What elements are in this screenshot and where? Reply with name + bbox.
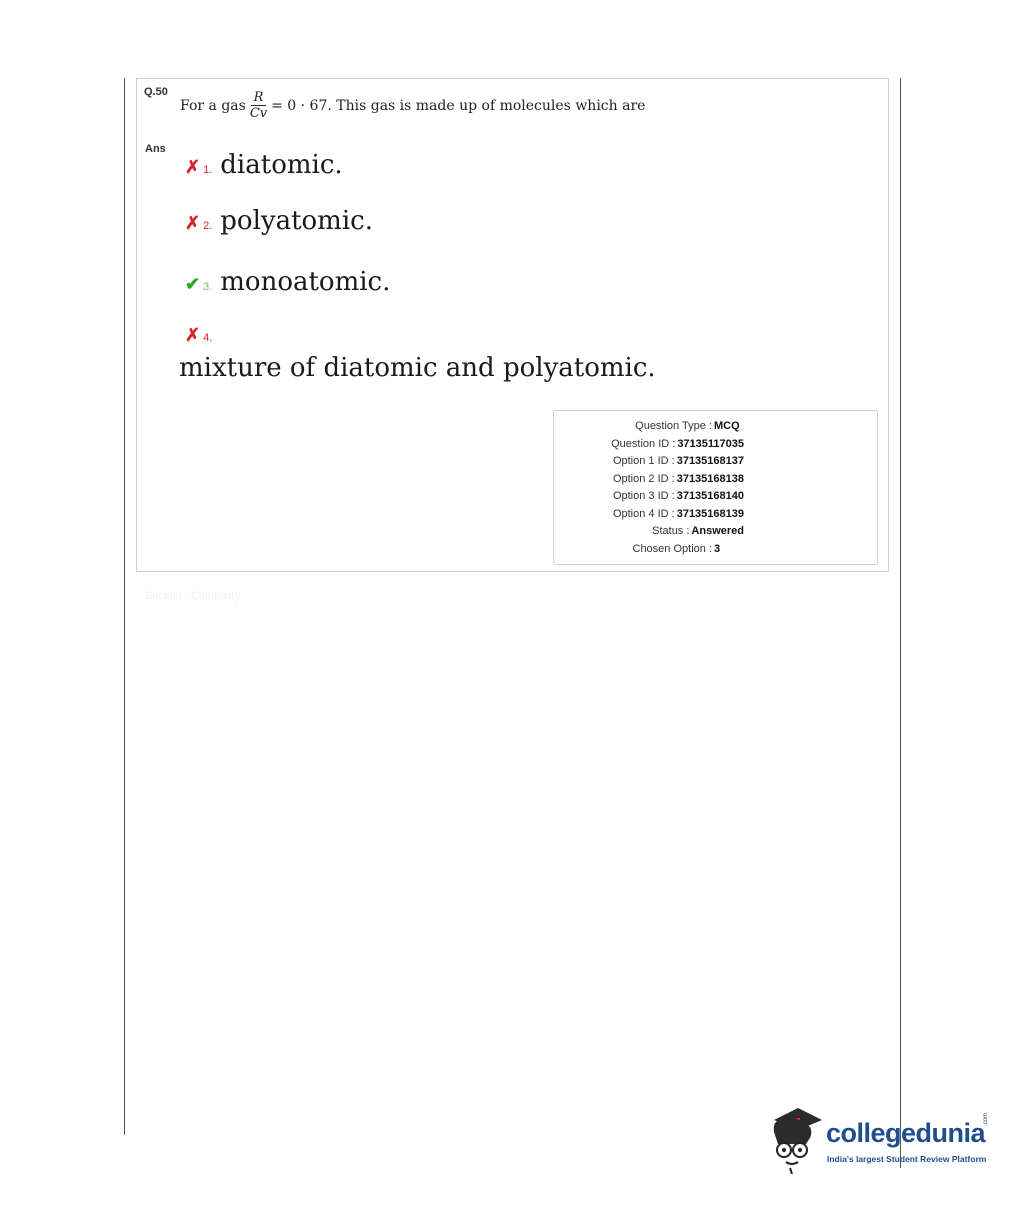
meta-label: Option 4 ID : [612, 508, 675, 520]
option-number: 4. [203, 332, 213, 344]
section-label: Section : Chemistry [145, 590, 241, 602]
option-3 [185, 267, 390, 297]
meta-label: Question ID : [611, 438, 676, 450]
meta-row-option-4-id [554, 508, 744, 520]
meta-row-option-3-id [554, 490, 744, 502]
meta-row-question-id [554, 438, 744, 450]
meta-value: 37135168138 [676, 473, 744, 485]
option-number: 3. [203, 281, 213, 293]
cross-icon: ✗ [185, 325, 201, 345]
meta-value: 37135168140 [676, 490, 744, 502]
meta-row-option-2-id [554, 473, 744, 485]
meta-row-option-1-id [554, 455, 744, 467]
option-4-marker [185, 325, 220, 346]
meta-label: Chosen Option : [632, 543, 712, 555]
brand-name: collegedunia [826, 1118, 986, 1148]
brand-tagline: India's largest Student Review Platform [827, 1154, 987, 1164]
left-page-border [124, 78, 125, 1135]
option-text: diatomic. [220, 150, 343, 180]
question-text [180, 90, 645, 121]
answer-label: Ans [145, 143, 166, 155]
meta-label: Option 1 ID : [612, 455, 675, 467]
meta-value: 37135168139 [676, 508, 744, 520]
meta-row-status [554, 525, 744, 537]
meta-row-question-type [554, 420, 744, 432]
mascot-icon [766, 1104, 826, 1174]
cross-icon: ✗ [185, 213, 201, 233]
fraction-numerator: R [251, 90, 267, 106]
option-text: monoatomic. [220, 267, 391, 297]
meta-label: Option 2 ID : [612, 473, 675, 485]
option-text: polyatomic. [220, 206, 373, 236]
option-1 [185, 150, 343, 180]
option-text: mixture of diatomic and polyatomic. [179, 353, 656, 383]
option-2 [185, 206, 373, 236]
fraction [250, 90, 267, 121]
meta-value: 37135168137 [676, 455, 744, 467]
option-number: 2. [203, 220, 213, 232]
question-number: Q.50 [144, 86, 168, 98]
brand-domain: .com [983, 1112, 989, 1126]
question-meta-box [553, 410, 878, 565]
question-text-prefix: For a gas [180, 97, 246, 114]
meta-label: Question Type : [635, 420, 712, 432]
right-page-border [900, 78, 901, 1168]
checkmark-icon: ✔ [185, 274, 201, 294]
meta-value: MCQ [714, 420, 740, 432]
option-4 [179, 353, 656, 383]
fraction-denominator: Cv [249, 106, 268, 121]
meta-value: 3 [714, 543, 721, 555]
meta-value: Answered [691, 525, 744, 537]
cross-icon: ✗ [185, 157, 201, 177]
meta-label: Status : [652, 525, 690, 537]
collegedunia-logo [766, 1104, 996, 1174]
question-text-suffix: = 0 · 67. This gas is made up of molecules which are [271, 97, 646, 114]
meta-row-chosen-option [554, 543, 744, 555]
meta-value: 37135117035 [677, 438, 744, 450]
meta-label: Option 3 ID : [612, 490, 675, 502]
option-number: 1. [203, 164, 213, 176]
